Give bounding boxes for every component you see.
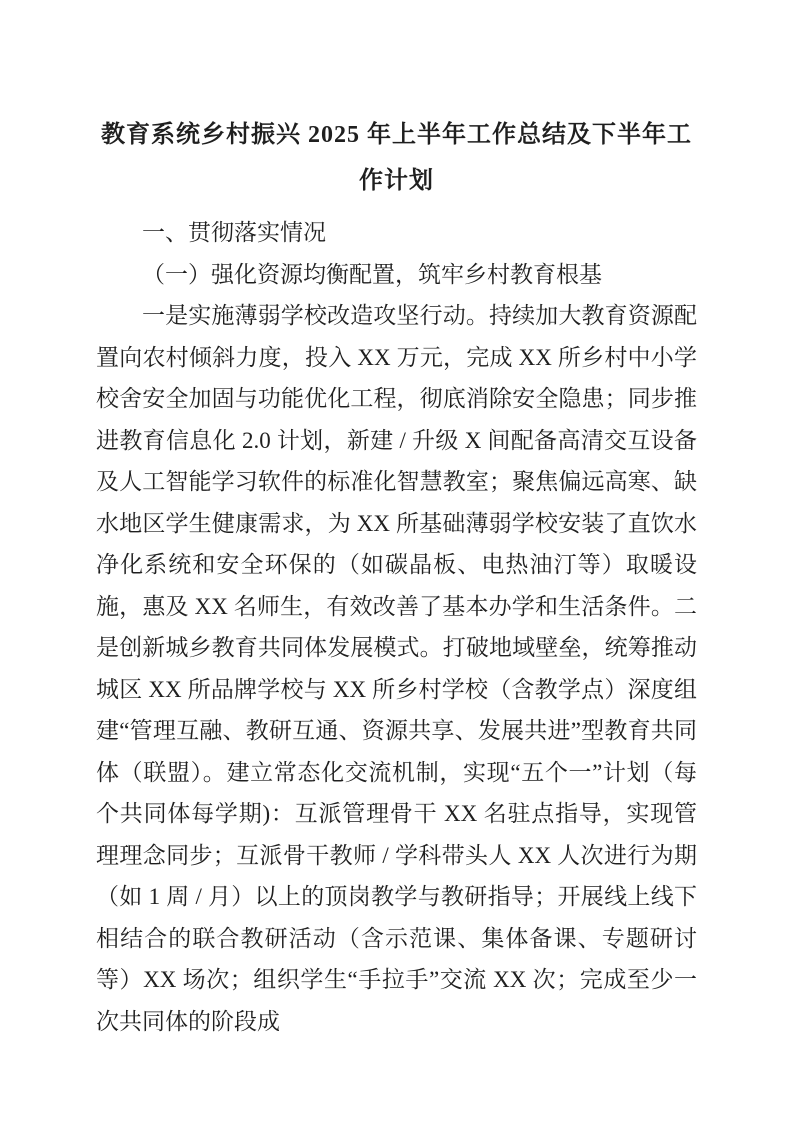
section-heading-1: 一、贯彻落实情况 — [142, 220, 326, 245]
document-title: 教育系统乡村振兴 2025 年上半年工作总结及下半年工作计划 — [101, 122, 692, 194]
section-heading-1-1: （一）强化资源均衡配置，筑牢乡村教育根基 — [142, 261, 602, 287]
body-paragraph-1: 一是实施薄弱学校改造攻坚行动。持续加大教育资源配置向农村倾斜力度，投入 XX 万元，完成 XX 所乡村中小学校舍安全加固与功能优化工程，彻底消除安全隐患；同步推进教育信息化 2.0 计划，新建 / 升级 X 间配备高清交互设备及人工智能学习软件的标准化智慧教室；聚焦偏远高寒、缺水地区学生健康需求，为 XX 所基础薄弱学校安装了直饮水净化系统和安全环保的（如碳晶板、电热油汀等）取暖设施，惠及 XX 名师生，有效改善了基本办学和生活条件。二是创新城乡教育共同体发展模式。打破地域壁垒，统筹推动城区 XX 所品牌学校与 XX 所乡村学校（含教学点）深度组建“管理互融、教研互通、资源共享、发展共进”型教育共同体（联盟）。建立常态化交流机制，实现“五个一”计划（每个共同体每学期)：互派管理骨干 XX 名驻点指导，实现管理理念同步；互派骨干教师 / 学科带头人 XX 人次进行为期（如 1 周 / 月）以上的顶岗教学与教研指导；开展线上线下相结合的联合教研活动（含示范课、集体备课、专题研讨等）XX 场次；组织学生“手拉手”交流 XX 次；完成至少一次共同体的阶段成 — [96, 303, 697, 1034]
document-body — [96, 212, 697, 1042]
